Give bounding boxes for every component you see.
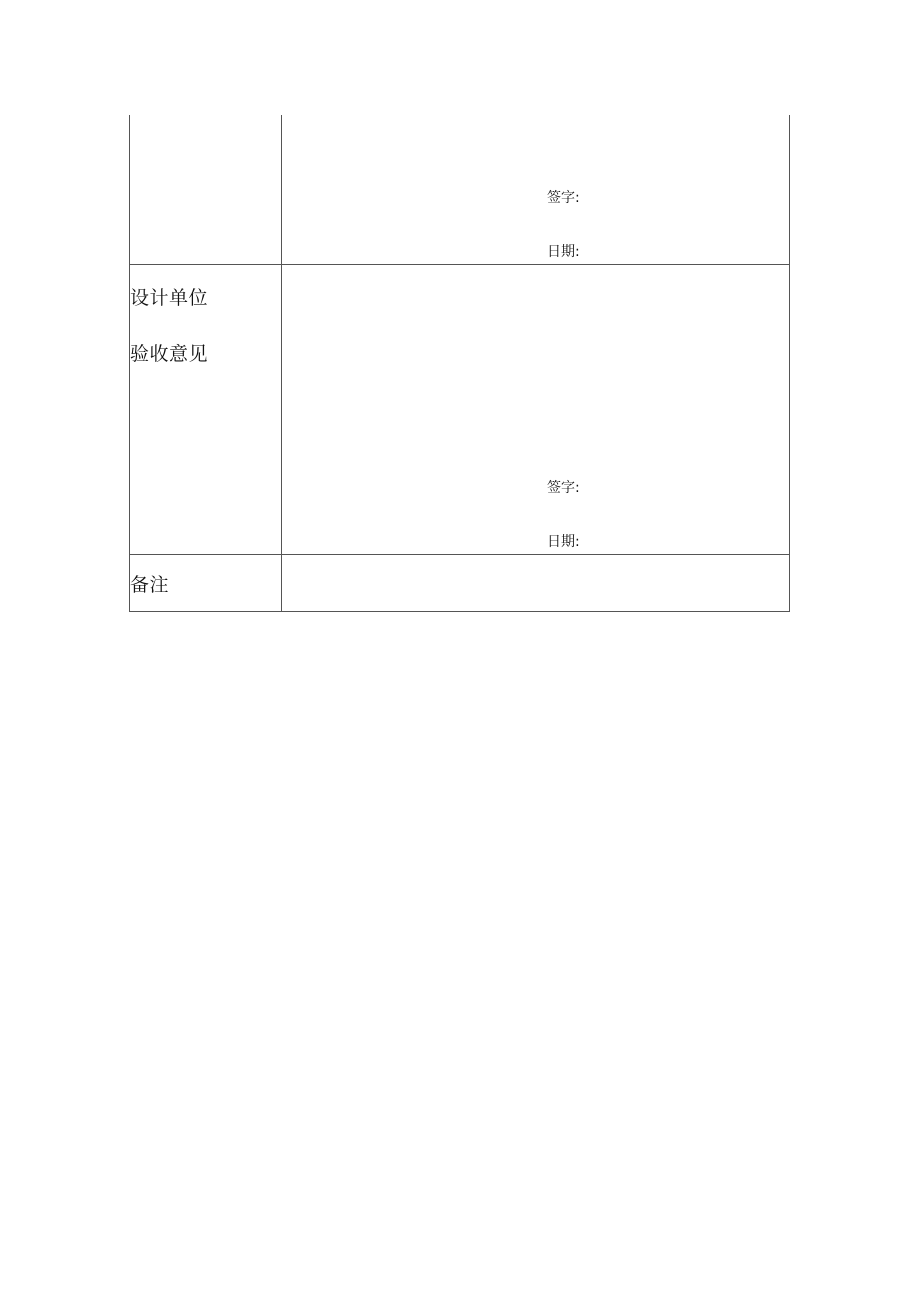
previous-date-label: 日期:: [547, 244, 580, 260]
table-right-border: [789, 115, 790, 612]
previous-sign-label: 签字:: [547, 190, 580, 206]
table-column-divider: [281, 115, 282, 612]
acceptance-form-table: [129, 115, 790, 612]
design-unit-date-label: 日期:: [547, 534, 580, 550]
row-divider-design-unit: [129, 264, 790, 265]
row-divider-remarks: [129, 554, 790, 555]
design-unit-label-line2: 验收意见: [130, 343, 209, 365]
remarks-label: 备注: [130, 574, 170, 596]
design-unit-sign-label: 签字:: [547, 480, 580, 496]
table-bottom-border: [129, 611, 790, 612]
design-unit-label-line1: 设计单位: [130, 287, 209, 309]
